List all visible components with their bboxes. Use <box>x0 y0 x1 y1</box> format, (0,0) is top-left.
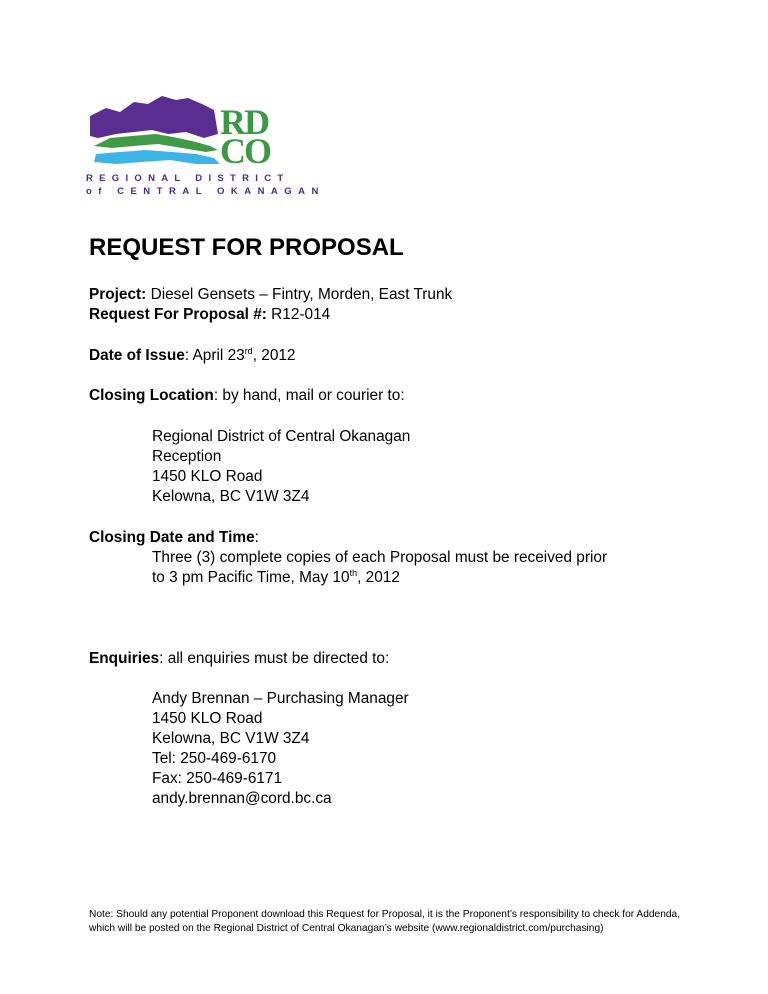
date-of-issue-label: Date of Issue <box>89 347 185 364</box>
project-value: Diesel Gensets – Fintry, Morden, East Trunk <box>146 286 453 303</box>
date-year: , 2012 <box>252 347 296 364</box>
contact-line: Tel: 250-469-6170 <box>152 750 277 767</box>
contact-email[interactable]: andy.brennan@cord.bc.ca <box>152 790 332 807</box>
contact-line: Fax: 250-469-6171 <box>152 770 283 787</box>
logo-text-line2: of CENTRAL OKANAGAN <box>86 186 325 197</box>
logo-text-line1: REGIONAL DISTRICT <box>86 173 290 184</box>
contact-line: 1450 KLO Road <box>152 710 263 727</box>
closing-date-text-1: Three (3) complete copies of each Proposal must be received prior <box>152 549 608 566</box>
project-label: Project: <box>89 286 147 303</box>
address-line: Kelowna, BC V1W 3Z4 <box>152 488 310 505</box>
closing-location-text: : by hand, mail or courier to: <box>213 387 405 404</box>
logo-monogram: RD CO <box>220 102 270 171</box>
address-line: Regional District of Central Okanagan <box>152 428 411 445</box>
rfp-number-label: Request For Proposal #: <box>89 306 267 323</box>
rfp-number-value: R12-014 <box>266 306 331 323</box>
footer-note: Note: Should any potential Proponent download this Request for Proposal, it is the Proponent’s responsibility to check for Addenda, which will be posted on the Regional District of Central Okanagan’s website (www.regionaldistrict.com/purchasing) <box>89 909 681 934</box>
project-line <box>89 285 452 305</box>
enquiries-line <box>89 649 389 669</box>
closing-date-colon: : <box>254 529 259 546</box>
closing-date-text-2 <box>152 568 400 588</box>
closing-location-label: Closing Location <box>89 387 214 404</box>
closing-year: , 2012 <box>357 569 400 586</box>
enquiries-text: : all enquiries must be directed to: <box>159 650 390 667</box>
date-of-issue-line <box>89 346 296 366</box>
closing-date-line <box>89 528 259 548</box>
closing-time: to 3 pm Pacific Time, May 10 <box>152 569 350 586</box>
closing-location-line <box>89 386 405 406</box>
rdco-logo <box>86 94 325 198</box>
closing-date-label: Closing Date and Time <box>89 529 255 546</box>
closing-ordinal: th <box>349 568 358 578</box>
date-of-issue-value: : April 23 <box>184 347 245 364</box>
address-line: Reception <box>152 448 222 465</box>
contact-line: Kelowna, BC V1W 3Z4 <box>152 730 310 747</box>
contact-line: Andy Brennan – Purchasing Manager <box>152 690 409 707</box>
enquiries-label: Enquiries <box>89 650 160 667</box>
date-ordinal: rd <box>244 346 253 356</box>
address-line: 1450 KLO Road <box>152 468 263 485</box>
rfp-number-line <box>89 305 330 325</box>
page-title: REQUEST FOR PROPOSAL <box>89 234 404 261</box>
